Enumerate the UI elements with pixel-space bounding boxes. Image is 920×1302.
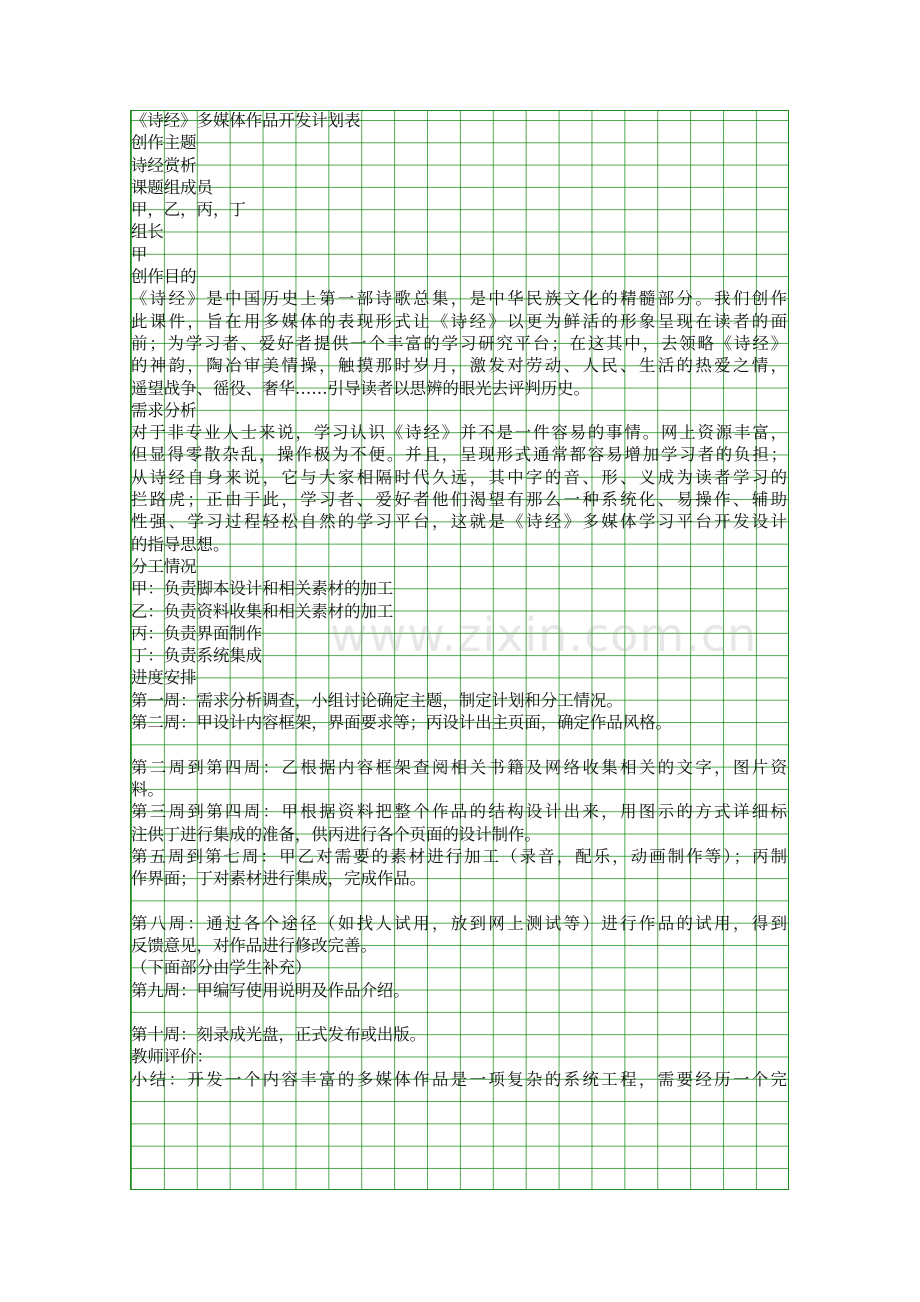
document-title: 《诗经》多媒体作品开发计划表 [131, 111, 361, 130]
purpose-line: 前；为学习者、爱好者提供一个丰富的学习研究平台；在这其中，去领略《诗经》 [131, 333, 787, 353]
schedule-label: 进度安排 [131, 668, 197, 688]
needs-line: 但显得零散杂乱，操作极为不便。并且，呈现形式通常都容易增加学习者的负担； [131, 445, 787, 465]
purpose-line: 的神韵，陶冶审美情操，触摸那时岁月，激发对劳动、人民、生活的热爱之情， [131, 356, 787, 376]
schedule-week2-4-line: 第二周到第四周：乙根据内容框架查阅相关书籍及网络收集相关的文字，图片资 [131, 757, 787, 777]
purpose-label: 创作目的 [131, 267, 197, 287]
leader-label: 组长 [131, 222, 164, 242]
schedule-week8-line: 反馈意见，对作品进行修改完善。 [131, 935, 377, 955]
schedule-week1: 第一周：需求分析调查，小组讨论确定主题，制定计划和分工情况。 [131, 690, 623, 710]
blank-line [131, 1002, 787, 1024]
schedule-week2: 第二周：甲设计内容框架，界面要求等；丙设计出主页面，确定作品风格。 [131, 713, 672, 733]
theme-value: 诗经赏析 [131, 155, 197, 175]
division-item: 丁：负责系统集成 [131, 646, 263, 666]
schedule-week2-4-line: 料。 [131, 779, 164, 799]
purpose-line: 《诗经》是中国历史上第一部诗歌总集，是中华民族文化的精髓部分。我们创作 [131, 289, 787, 309]
needs-line: 对于非专业人士来说，学习认识《诗经》并不是一件容易的事情。网上资源丰富， [131, 423, 787, 443]
theme-label: 创作主题 [131, 133, 197, 153]
purpose-line: 此课件，旨在用多媒体的表现形式让《诗经》以更为鲜活的形象呈现在读者的面 [131, 311, 787, 331]
leader-value: 甲 [131, 244, 148, 264]
schedule-week5-7-line: 作界面；丁对素材进行集成，完成作品。 [131, 869, 427, 889]
members-label: 课题组成员 [131, 177, 213, 197]
summary-line: 小结：开发一个内容丰富的多媒体作品是一项复杂的系统工程，需要经历一个完 [131, 1069, 787, 1089]
schedule-week8-line: 第八周：通过各个途径（如找人试用，放到网上测试等）进行作品的试用，得到 [131, 913, 787, 933]
division-label: 分工情况 [131, 556, 197, 576]
schedule-note: （下面部分由学生补充） [131, 958, 312, 978]
schedule-week9: 第九周：甲编写使用说明及作品介绍。 [131, 980, 410, 1000]
division-item: 甲：负责脚本设计和相关素材的加工 [131, 579, 394, 599]
blank-line [131, 734, 787, 756]
watermark: www.zixin.com.cn [330, 608, 758, 662]
members-value: 甲，乙，丙，丁 [131, 200, 246, 220]
needs-line: 的指导思想。 [131, 534, 230, 554]
purpose-line: 遥望战争、徭役、奢华……引导读者以思辨的眼光去评判历史。 [131, 378, 590, 398]
teacher-eval-label: 教师评价： [131, 1047, 213, 1067]
schedule-week3-4-line: 注供丁进行集成的准备，供丙进行各个页面的设计制作。 [131, 824, 541, 844]
schedule-week10: 第十周：刻录成光盘，正式发布或出版。 [131, 1025, 427, 1045]
needs-line: 性强、学习过程轻松自然的学习平台，这就是《诗经》多媒体学习平台开发设计 [131, 512, 787, 532]
division-item: 乙：负责资料收集和相关素材的加工 [131, 601, 394, 621]
needs-line: 拦路虎；正由于此，学习者、爱好者他们渴望有那么一种系统化、易操作、辅助 [131, 490, 787, 510]
schedule-week3-4-line: 第三周到第四周：甲根据资料把整个作品的结构设计出来，用图示的方式详细标 [131, 802, 787, 822]
blank-line [131, 890, 787, 912]
needs-label: 需求分析 [131, 400, 197, 420]
division-item: 丙：负责界面制作 [131, 623, 263, 643]
needs-line: 从诗经自身来说，它与大家相隔时代久远，其中字的音、形、义成为读者学习的 [131, 467, 787, 487]
schedule-week5-7-line: 第五周到第七周：甲乙对需要的素材进行加工（录音，配乐，动画制作等）；丙制 [131, 846, 787, 866]
document-body [131, 110, 787, 1091]
